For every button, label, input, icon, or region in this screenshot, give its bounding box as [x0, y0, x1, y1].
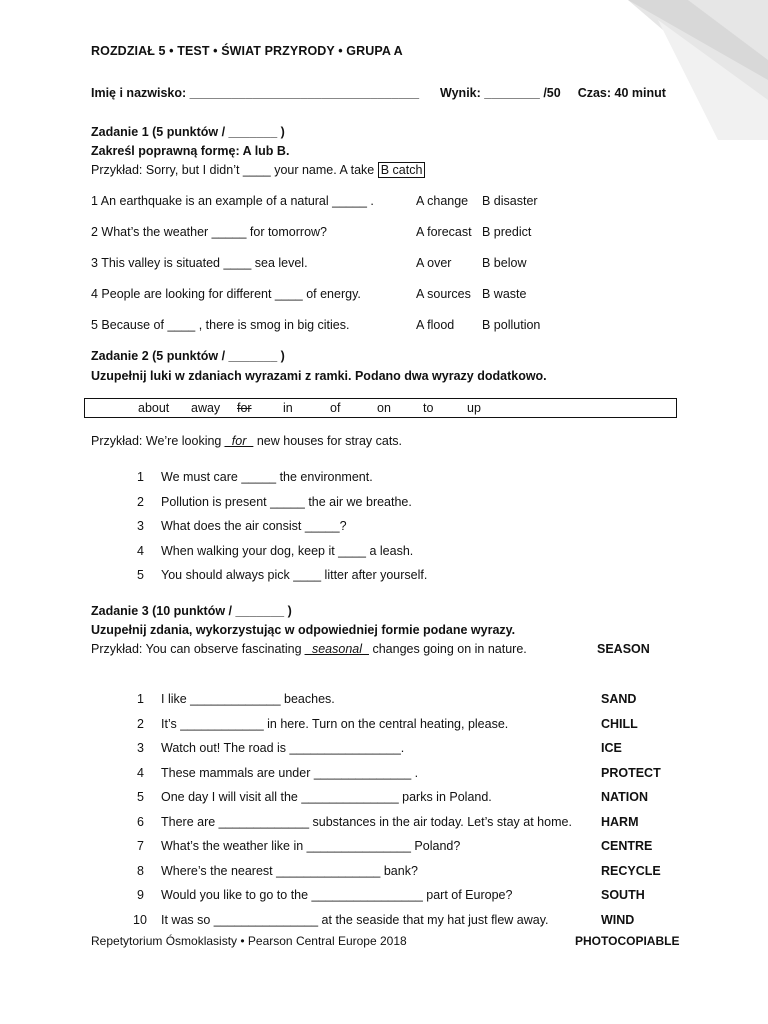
task2-item-sentence: What does the air consist _____? [161, 519, 347, 533]
task3-item-sentence: What’s the weather like in _______________ Poland? [161, 839, 461, 853]
task1-option-b[interactable]: B waste [482, 287, 527, 301]
task2-title: Zadanie 2 (5 punktów / _______ ) [91, 349, 285, 363]
task2-item-number: 2 [137, 495, 144, 509]
task2-item-sentence: When walking your dog, keep it ____ a leash. [161, 544, 414, 558]
task3-keyword: NATION [601, 790, 648, 804]
word-on: on [377, 401, 391, 415]
task1-option-a[interactable]: A over [416, 256, 452, 270]
task2-item-number: 1 [137, 470, 144, 484]
task1-option-a[interactable]: A sources [416, 287, 471, 301]
task1-option-a[interactable]: A flood [416, 318, 455, 332]
worksheet-title: ROZDZIAŁ 5 • TEST • ŚWIAT PRZYRODY • GRUPA A [91, 44, 403, 58]
task3-item-number: 5 [137, 790, 144, 804]
task3-keyword: RECYCLE [601, 864, 661, 878]
task1-example [91, 163, 425, 177]
task3-example-word: SEASON [597, 642, 650, 656]
word-in: in [283, 401, 293, 415]
task3-example-answer: _seasonal_ [305, 642, 369, 656]
word-up: up [467, 401, 481, 415]
task3-keyword: SAND [601, 692, 637, 706]
task3-item-sentence: One day I will visit all the ______________ parks in Poland. [161, 790, 492, 804]
footer-photocopiable: PHOTOCOPIABLE [575, 934, 680, 948]
word-about: about [138, 401, 170, 415]
word-to: to [423, 401, 434, 415]
task2-item-sentence: Pollution is present _____ the air we breathe. [161, 495, 412, 509]
task3-example [91, 642, 527, 656]
task3-example-post: changes going on in nature. [368, 642, 527, 656]
task2-item-number: 4 [137, 544, 144, 558]
task2-example-pre: Przykład: We’re looking [91, 434, 225, 448]
task3-keyword: CENTRE [601, 839, 653, 853]
task3-item-number: 4 [137, 766, 144, 780]
task3-item-sentence: It was so _______________ at the seaside that my hat just flew away. [161, 913, 549, 927]
task3-item-number: 10 [133, 913, 147, 927]
task1-example-text: Przykład: Sorry, but I didn’t ____ your name. A take [91, 163, 375, 177]
task3-item-number: 1 [137, 692, 144, 706]
task1-question: 3 This valley is situated ____ sea level. [91, 256, 308, 270]
name-label: Imię i nazwisko: _________________________________ [91, 86, 420, 100]
task3-keyword: CHILL [601, 717, 638, 731]
task3-keyword: ICE [601, 741, 622, 755]
task3-keyword: SOUTH [601, 888, 645, 902]
task2-item-number: 3 [137, 519, 144, 533]
task3-keyword: WIND [601, 913, 635, 927]
task3-title: Zadanie 3 (10 punktów / _______ ) [91, 604, 292, 618]
task1-option-b[interactable]: B disaster [482, 194, 538, 208]
task1-question: 5 Because of ____ , there is smog in big cities. [91, 318, 350, 332]
task3-item-sentence: Would you like to go to the ________________ part of Europe? [161, 888, 513, 902]
task3-item-sentence: It’s ____________ in here. Turn on the central heating, please. [161, 717, 509, 731]
task3-keyword: HARM [601, 815, 639, 829]
task3-item-number: 9 [137, 888, 144, 902]
task3-item-number: 6 [137, 815, 144, 829]
task1-title: Zadanie 1 (5 punktów / _______ ) [91, 125, 285, 139]
task1-option-a[interactable]: A change [416, 194, 469, 208]
task2-example-post: new houses for stray cats. [253, 434, 403, 448]
task3-item-sentence: Watch out! The road is ________________. [161, 741, 405, 755]
task3-item-sentence: Where’s the nearest _______________ bank? [161, 864, 418, 878]
task3-example-pre: Przykład: You can observe fascinating [91, 642, 306, 656]
task2-example-answer: _for_ [224, 434, 254, 448]
task1-question: 1 An earthquake is an example of a natural _____ . [91, 194, 374, 208]
word-for-crossed: for [237, 401, 252, 415]
task3-item-number: 7 [137, 839, 144, 853]
task3-item-number: 3 [137, 741, 144, 755]
task1-question: 2 What’s the weather _____ for tomorrow? [91, 225, 328, 239]
name-score-row [91, 86, 666, 100]
word-away: away [191, 401, 221, 415]
task1-option-a[interactable]: A forecast [416, 225, 472, 239]
task1-option-b[interactable]: B pollution [482, 318, 541, 332]
task3-item-sentence: These mammals are under ______________ . [161, 766, 419, 780]
task2-item-sentence: You should always pick ____ litter after yourself. [161, 568, 428, 582]
task3-item-number: 2 [137, 717, 144, 731]
score-label: Wynik: ________ /50 [440, 86, 561, 100]
word-of: of [330, 401, 341, 415]
task2-example [91, 434, 402, 448]
page-corner-decoration [568, 0, 768, 140]
task3-instruction: Uzupełnij zdania, wykorzystując w odpowiedniej formie podane wyrazy. [91, 623, 516, 637]
time-label: Czas: 40 minut [577, 86, 666, 100]
task3-item-sentence: There are _____________ substances in the air today. Let’s stay at home. [161, 815, 572, 829]
word-box [84, 398, 677, 418]
task3-keyword: PROTECT [601, 766, 661, 780]
footer-publisher: Repetytorium Ósmoklasisty • Pearson Central Europe 2018 [91, 934, 407, 948]
task1-question: 4 People are looking for different ____ of energy. [91, 287, 361, 301]
task1-option-b[interactable]: B predict [482, 225, 532, 239]
task2-item-sentence: We must care _____ the environment. [161, 470, 373, 484]
task2-instruction: Uzupełnij luki w zdaniach wyrazami z ramki. Podano dwa wyrazy dodatkowo. [91, 369, 547, 383]
task1-instruction: Zakreśl poprawną formę: A lub B. [91, 144, 290, 158]
task3-item-sentence: I like _____________ beaches. [161, 692, 335, 706]
task1-option-b[interactable]: B below [482, 256, 527, 270]
task2-item-number: 5 [137, 568, 144, 582]
task1-example-answer: B catch [378, 162, 426, 178]
task3-item-number: 8 [137, 864, 144, 878]
